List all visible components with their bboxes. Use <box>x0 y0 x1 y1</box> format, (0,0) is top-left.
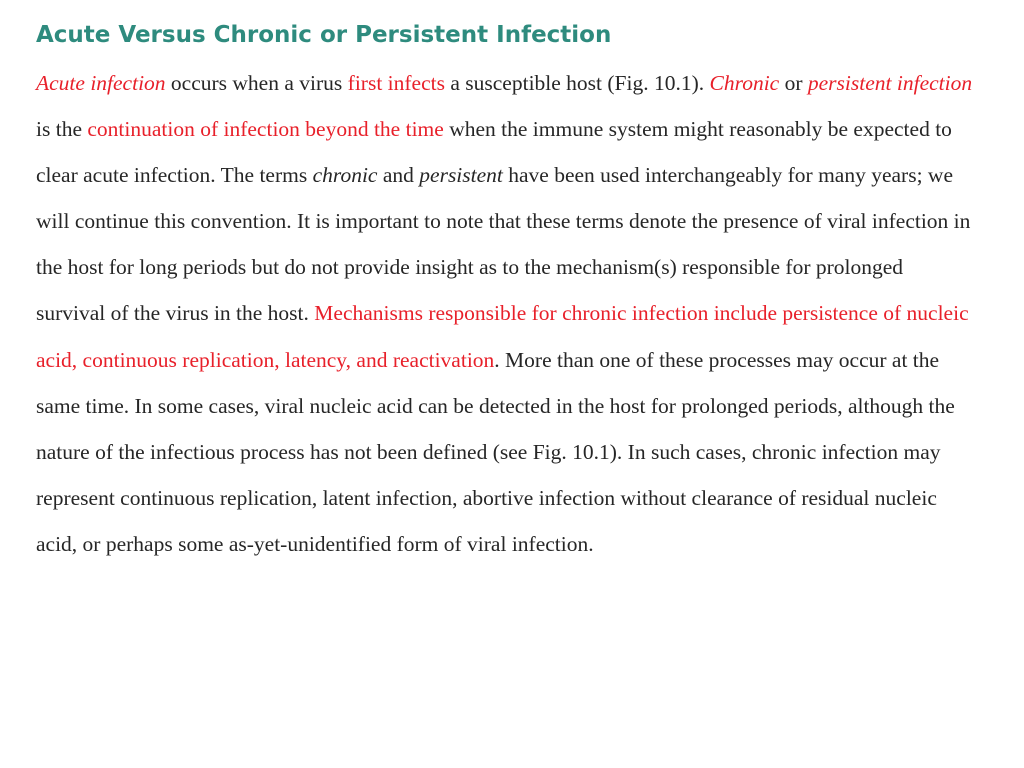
text-segment: or <box>779 71 808 95</box>
highlight-continuation: continuation of infection beyond the time <box>87 117 444 142</box>
text-segment: is the <box>36 117 88 142</box>
text-segment: occurs when a virus <box>165 71 348 95</box>
term-persistent-italic: persistent <box>419 163 503 188</box>
text-segment: have been used interchangeably for many years; we will continue this convention. It is important to note that these terms denote the presence of viral infection in the host for long periods but do not provide insight as to the mechanism(s) responsible for prolonged survival of the virus in the host. <box>36 163 971 326</box>
highlight-first-infects: first infects <box>347 71 445 95</box>
highlight-mechanisms: Mechanisms responsible for chronic infection include persistence of nucleic acid, continuous replication, latency, and reactivation <box>36 301 969 372</box>
term-acute-infection: Acute infection <box>36 71 166 95</box>
text-segment: a susceptible host (Fig. 10.1). <box>444 71 710 95</box>
body-paragraph <box>36 60 976 567</box>
term-chronic-italic: chronic <box>312 163 378 188</box>
term-chronic: Chronic <box>709 71 780 95</box>
term-persistent-infection: persistent infection <box>807 71 973 95</box>
text-segment: . More than one of these processes may occur at the same time. In some cases, viral nucleic acid can be detected in the host for prolonged periods, although the nature of the infectious process has not been defined (see Fig. 10.1). In such cases, chronic infection may represent continuous replication, latent infection, abortive infection without clearance of residual nucleic acid, or perhaps some as-yet-unidentified form of viral infection. <box>36 347 955 556</box>
text-segment: when the immune system might reasonably be expected to clear acute infection. The terms <box>36 117 952 188</box>
text-segment: and <box>377 163 420 188</box>
slide-title: Acute Versus Chronic or Persistent Infection <box>36 22 612 48</box>
